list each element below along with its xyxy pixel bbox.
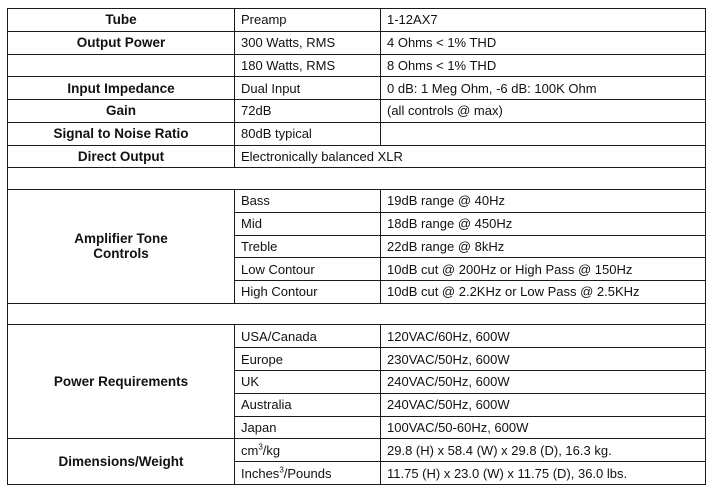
table-row: [8, 54, 706, 77]
spec-value: 8 Ohms < 1% THD: [381, 54, 706, 77]
spec-cell: 180 Watts, RMS: [235, 54, 381, 77]
spec-value: Electronically balanced XLR: [235, 145, 706, 168]
spec-value: [381, 122, 706, 145]
spec-value: 18dB range @ 450Hz: [381, 212, 706, 235]
table-row: [8, 439, 706, 462]
spec-value: 10dB cut @ 200Hz or High Pass @ 150Hz: [381, 258, 706, 281]
unit-rest: /kg: [262, 442, 281, 458]
table-row: [8, 100, 706, 123]
spec-cell: Preamp: [235, 9, 381, 32]
spec-cell: Bass: [235, 189, 381, 212]
spacer-cell: [8, 168, 706, 190]
spec-cell: 300 Watts, RMS: [235, 31, 381, 54]
table-row: [8, 145, 706, 168]
spec-cell: UK: [235, 370, 381, 393]
unit-rest: /Pounds: [283, 465, 332, 481]
spec-value: 240VAC/50Hz, 600W: [381, 393, 706, 416]
group-label-dimensions: Dimensions/Weight: [8, 439, 235, 485]
spacer-row: [8, 168, 706, 190]
spacer-row: [8, 303, 706, 325]
unit-sup: 3: [258, 442, 263, 452]
table-row: [8, 77, 706, 100]
row-label: Tube: [8, 9, 235, 32]
unit-base: Inches: [241, 465, 280, 481]
row-label: Gain: [8, 100, 235, 123]
spec-cell: Mid: [235, 212, 381, 235]
spec-value: 0 dB: 1 Meg Ohm, -6 dB: 100K Ohm: [381, 77, 706, 100]
spec-cell: USA/Canada: [235, 325, 381, 348]
table-row: [8, 122, 706, 145]
spec-cell: Australia: [235, 393, 381, 416]
spec-value: 19dB range @ 40Hz: [381, 189, 706, 212]
table-row: [8, 31, 706, 54]
spec-cell: Treble: [235, 235, 381, 258]
spec-cell-unit: [235, 439, 381, 462]
spec-cell: Dual Input: [235, 77, 381, 100]
group-label-tone: [8, 189, 235, 303]
spec-cell-unit: [235, 462, 381, 485]
unit-base: cm: [241, 442, 259, 458]
row-label: Output Power: [8, 31, 235, 54]
table-row: [8, 325, 706, 348]
row-label: Input Impedance: [8, 77, 235, 100]
spec-cell: Europe: [235, 348, 381, 371]
spec-cell: Japan: [235, 416, 381, 439]
spec-value: 240VAC/50Hz, 600W: [381, 370, 706, 393]
spec-cell: 72dB: [235, 100, 381, 123]
spec-value: 1-12AX7: [381, 9, 706, 32]
spec-value: 22dB range @ 8kHz: [381, 235, 706, 258]
spec-value: (all controls @ max): [381, 100, 706, 123]
table-row: [8, 9, 706, 32]
unit-sup: 3: [279, 465, 284, 475]
spacer-cell: [8, 303, 706, 325]
spec-value: 4 Ohms < 1% THD: [381, 31, 706, 54]
spec-cell: High Contour: [235, 281, 381, 304]
spec-value: 120VAC/60Hz, 600W: [381, 325, 706, 348]
row-label: Direct Output: [8, 145, 235, 168]
row-label: Signal to Noise Ratio: [8, 122, 235, 145]
spec-cell: 80dB typical: [235, 122, 381, 145]
group-label-line: Controls: [93, 246, 149, 262]
spec-table: [7, 8, 706, 485]
group-label-power: Power Requirements: [8, 325, 235, 439]
row-label-empty: [8, 54, 235, 77]
spec-value: 230VAC/50Hz, 600W: [381, 348, 706, 371]
spec-value: 10dB cut @ 2.2KHz or Low Pass @ 2.5KHz: [381, 281, 706, 304]
spec-cell: Low Contour: [235, 258, 381, 281]
table-row: [8, 189, 706, 212]
group-label-line: Amplifier Tone: [74, 231, 168, 247]
spec-value: 11.75 (H) x 23.0 (W) x 11.75 (D), 36.0 lbs.: [381, 462, 706, 485]
spec-value: 29.8 (H) x 58.4 (W) x 29.8 (D), 16.3 kg.: [381, 439, 706, 462]
spec-value: 100VAC/50-60Hz, 600W: [381, 416, 706, 439]
